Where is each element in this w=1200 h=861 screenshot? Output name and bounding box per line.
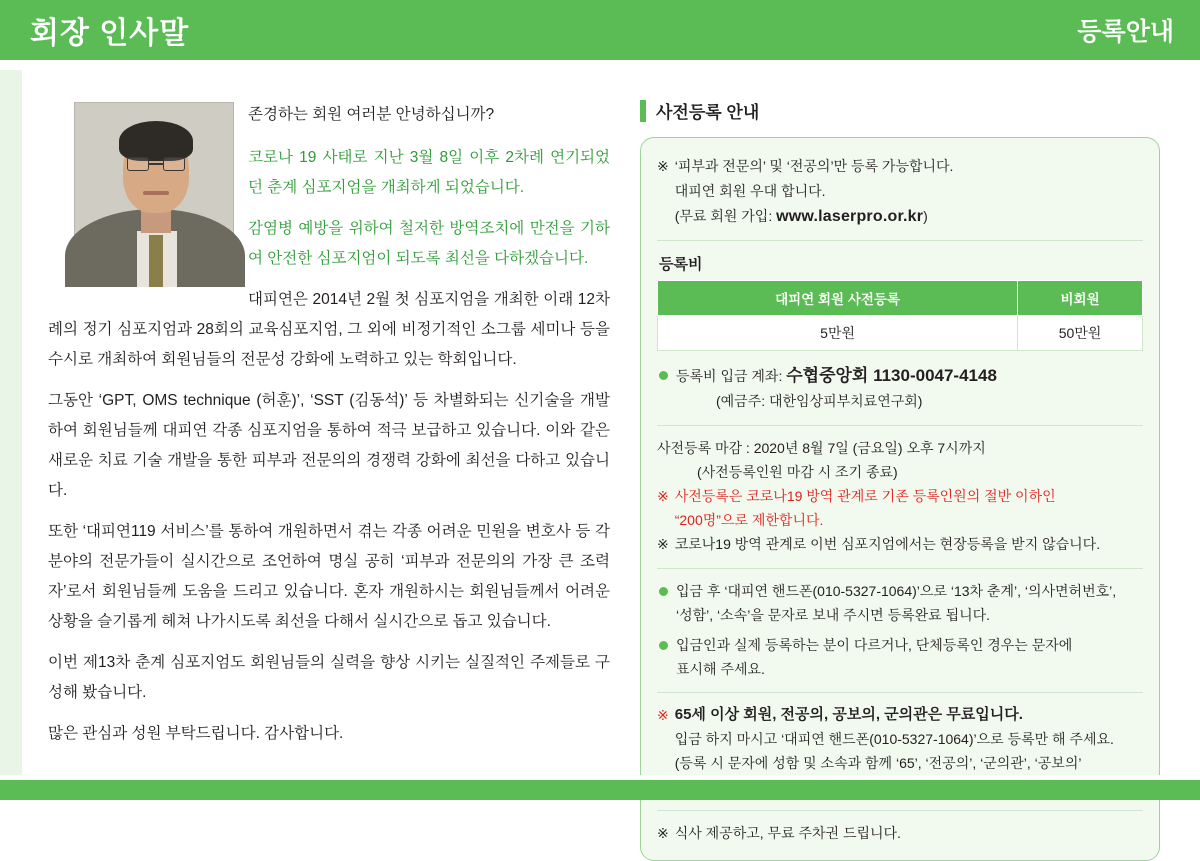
- account-block: [657, 363, 1143, 414]
- greeting-paragraph: 존경하는 회원 여러분 안녕하십니까?: [248, 106, 495, 123]
- header-divider: [0, 60, 1200, 70]
- onsite-notice-text: 코로나19 방역 관계로 이번 심포지엄에서는 현장등록을 받지 않습니다.: [674, 536, 1101, 552]
- fee-table-title: 등록비: [659, 256, 703, 273]
- table-row: [658, 316, 1143, 351]
- sms-license-highlight: ‘의사면허번호’: [1024, 583, 1113, 599]
- divider-3: [657, 568, 1143, 569]
- divider-1: [657, 240, 1143, 241]
- glasses-right-lens: [163, 157, 185, 171]
- table-header-row: [658, 281, 1143, 316]
- group-line-1: 입금인과 실제 등록하는 분이 다르거나, 단체등록인 경우는 문자에: [676, 637, 1073, 653]
- bullet-icon: [659, 371, 668, 380]
- glasses-bridge: [149, 163, 163, 165]
- registration-title-label: 사전등록 안내: [656, 103, 760, 122]
- deadline-line-1: 사전등록 마감 : 2020년 8월 7일 (금요일) 오후 7시까지: [657, 440, 986, 456]
- eligibility-block: [657, 154, 1143, 229]
- photo-hair: [119, 121, 193, 161]
- registration-column: [640, 70, 1186, 841]
- greeting-paragraph: 또한 ‘대피연119 서비스’를 통하여 개원하면서 겪는 각종 어려운 민원을 변호사 등 각 분야의 전문가들이 실시간으로 조언하여 명실 공히 ‘피부과 전문의의 가장 큰 조력자’로서 회원님들께 도움을 드리고 있습니다. 혼자 개원하시는 회원님들께서 어려운 상황을 슬기롭게 헤쳐 나가시도록 최선을 다해서 실시간으로 돕고 있습니다.: [48, 523, 610, 630]
- account-number: 수협중앙회 1130-0047-4148: [786, 366, 997, 385]
- page-body: [0, 70, 1200, 841]
- chairman-photo: [74, 102, 234, 282]
- greeting-column: [22, 70, 632, 780]
- eligibility-text: [675, 154, 954, 229]
- page-header: [0, 0, 1200, 60]
- photo-mouth: [143, 191, 169, 195]
- asterisk-mark-red: ※: [657, 488, 669, 504]
- eligibility-line-2: 대피연 회원 우대 합니다.: [674, 183, 826, 199]
- asterisk-mark: ※: [657, 536, 669, 552]
- account-label: 등록비 입금 계좌:: [676, 368, 783, 384]
- deadline-notice-2: [657, 532, 1143, 557]
- group-registration-text: [676, 633, 1072, 681]
- registration-section-title: [640, 98, 1186, 123]
- sms-line-1: [676, 579, 1116, 603]
- free-line-2: 입금 하지 마시고 ‘대피연 핸드폰(010-5327-1064)’으로 등록만 해 주세요.: [674, 731, 1114, 747]
- fee-column-nonmember: 비회원: [1018, 281, 1143, 316]
- account-holder: (예금주: 대한임상피부치료연구회): [716, 393, 923, 409]
- eligibility-line-3: [675, 204, 954, 229]
- greeting-paragraph: 감염병 예방을 위하여 철저한 방역조치에 만전을 기하여 안전한 심포지엄이 되도록 최선을 다하겠습니다.: [248, 220, 610, 267]
- membership-url[interactable]: www.laserpro.or.kr: [776, 208, 924, 225]
- fee-value-nonmember: 50만원: [1018, 316, 1143, 351]
- limit-notice-line-1: 사전등록은 코로나19 방역 관계로 기존 등록인원의 절반 이하인: [674, 488, 1056, 504]
- group-line-2: 표시해 주세요.: [676, 661, 765, 677]
- eligibility-line-1: ‘피부과 전문의’ 및 ‘전공의’만 등록 가능합니다.: [674, 158, 954, 174]
- account-line: [676, 363, 997, 389]
- fee-column-member: 대피연 회원 사전등록: [658, 281, 1018, 316]
- bullet-icon: [659, 587, 668, 596]
- limit-notice-text: [675, 484, 1056, 532]
- deadline-block: [657, 436, 1143, 557]
- sms-line-2: ‘성함’, ‘소속’을 문자로 보내 주시면 등록완료 됩니다.: [676, 607, 991, 623]
- sms-line-1-c: ,: [1112, 583, 1117, 599]
- registration-card: [640, 137, 1160, 861]
- deadline-notice-1: [657, 484, 1143, 532]
- left-accent-bar: [0, 70, 22, 780]
- divider-5: [657, 810, 1143, 811]
- asterisk-mark: ※: [657, 825, 669, 841]
- account-text: [676, 363, 997, 414]
- deadline-line-2: (사전등록인원 마감 시 조기 종료): [697, 464, 898, 480]
- glasses-left-lens: [127, 157, 149, 171]
- fee-value-member: 5만원: [658, 316, 1018, 351]
- header-section-label: 등록안내: [1077, 18, 1174, 46]
- greeting-paragraph: 대피연은 2014년 2월 첫 심포지엄을 개최한 이래 12차례의 정기 심포지엄과 28회의 교육심포지엄, 그 외에 비정기적인 소그룹 세미나 등을 수시로 개최하여 회원님들의 전문성 강화에 노력하고 있는 학회입니다.: [48, 291, 610, 368]
- glasses-icon: [125, 157, 187, 171]
- bullet-icon: [659, 641, 668, 650]
- membership-join-prefix: (무료 회원 가입:: [674, 208, 777, 224]
- right-margin: [1186, 70, 1200, 780]
- free-line-1: 65세 이상 회원, 전공의, 공보의, 군의관은 무료입니다.: [674, 706, 1023, 723]
- meal-parking-text: 식사 제공하고, 무료 주차권 드립니다.: [674, 825, 901, 841]
- meal-parking-block: [657, 821, 1143, 846]
- fee-table: [657, 280, 1143, 351]
- greeting-paragraph: 이번 제13차 춘계 심포지엄도 회원님들의 실력을 향상 시키는 실질적인 주제들로 구성해 봤습니다.: [48, 654, 610, 701]
- membership-join-suffix: ): [923, 208, 928, 224]
- greeting-paragraph: 코로나 19 사태로 지난 3월 8일 이후 2차례 연기되었던 춘계 심포지엄을 개최하게 되었습니다.: [248, 149, 610, 196]
- greeting-paragraph: 많은 관심과 성원 부탁드립니다. 감사합니다.: [48, 725, 344, 742]
- page-title: 회장 인사말: [30, 17, 190, 50]
- greeting-paragraph: 그동안 ‘GPT, OMS technique (허훈)’, ‘SST (김동석)’ 등 차별화되는 신기술을 개발하여 회원님들께 대피연 각종 심포지엄을 통하여 적극 보급하고 있습니다. 이와 같은 새로운 치료 기술 개발을 통한 피부과 전문의의 경쟁력 강화에 최선을 다하고 있습니다.: [48, 392, 610, 499]
- sms-text: [676, 579, 1116, 627]
- page-footer: [0, 780, 1200, 800]
- title-accent-tick: [640, 100, 646, 122]
- sms-line-1-a: 입금 후 ‘대피연 핸드폰(010-5327-1064)’으로 ‘13차 춘계’,: [676, 583, 1025, 599]
- free-line-3: (등록 시 문자에 성함 및 소속과 함께 ‘65’, ‘전공의’, ‘군의관’, ‘공보의’: [674, 755, 1082, 771]
- divider-2: [657, 425, 1143, 426]
- photo-tie: [149, 235, 163, 287]
- limit-notice-line-2: “200명”으로 제한합니다.: [674, 512, 824, 528]
- asterisk-mark-red: ※: [657, 707, 669, 723]
- asterisk-mark: ※: [657, 158, 669, 174]
- sms-block: [657, 579, 1143, 681]
- deadline-text: [657, 436, 1143, 484]
- divider-4: [657, 692, 1143, 693]
